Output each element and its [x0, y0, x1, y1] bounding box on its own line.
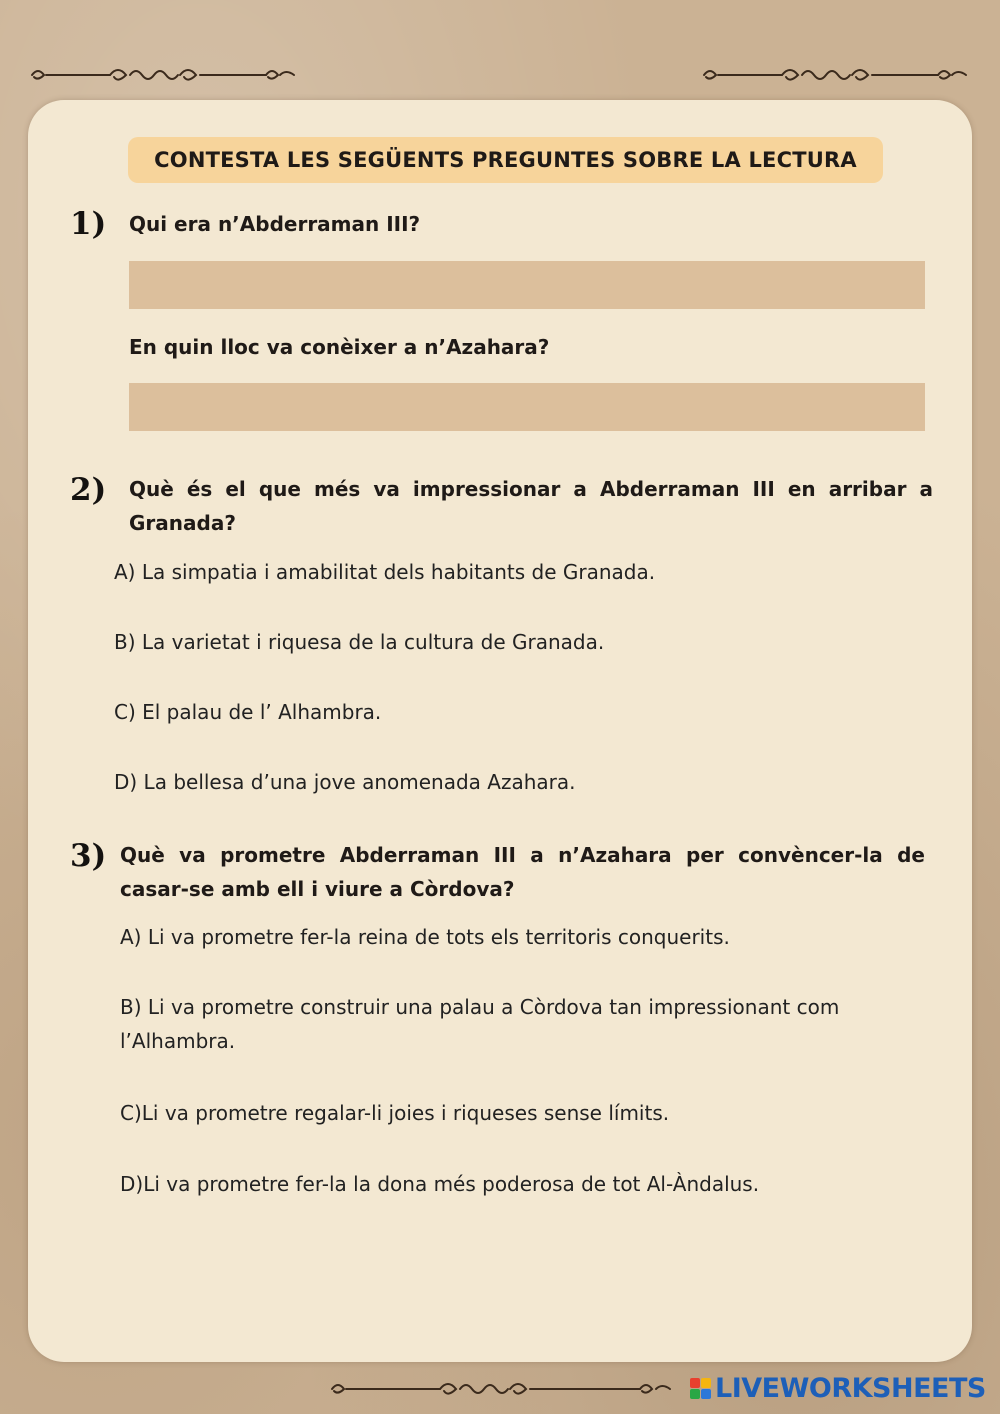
liveworksheets-logo[interactable]	[690, 1371, 986, 1405]
question-2-number: 2)	[70, 472, 107, 508]
worksheet-title: CONTESTA LES SEGÜENTS PREGUNTES SOBRE LA LECTURA	[128, 137, 883, 183]
question-1-subtext: En quin lloc va conèixer a n’Azahara?	[129, 335, 550, 359]
question-3-option-b[interactable]: B) Li va prometre construir una palau a Còrdova tan impressionant com l’Alhambra.	[120, 995, 840, 1053]
flourish-bottom-icon	[330, 1378, 690, 1400]
flourish-top-left-icon	[30, 64, 300, 86]
answer-field-1b[interactable]	[129, 383, 925, 431]
question-2-option-c[interactable]: C) El palau de l’ Alhambra.	[114, 700, 382, 724]
question-2-option-d[interactable]: D) La bellesa d’una jove anomenada Azahara.	[114, 770, 576, 794]
question-3-text: Què va prometre Abderraman III a n’Azahara per convèncer-la de casar-se amb ell i viure a Còrdova?	[120, 843, 925, 901]
question-2-option-b[interactable]: B) La varietat i riquesa de la cultura de Granada.	[114, 630, 605, 654]
question-2-text: Què és el que més va impressionar a Abderraman III en arribar a Granada?	[129, 477, 933, 535]
flourish-top-right-icon	[702, 64, 972, 86]
question-3-option-a[interactable]: A) Li va prometre fer-la reina de tots els territoris conquerits.	[120, 925, 730, 949]
question-3-option-c[interactable]: C)Li va prometre regalar-li joies i riqueses sense límits.	[120, 1101, 670, 1125]
answer-field-1a[interactable]	[129, 261, 925, 309]
question-3-option-d[interactable]: D)Li va prometre fer-la la dona més poderosa de tot Al-Àndalus.	[120, 1172, 760, 1196]
liveworksheets-brand-text: LIVEWORKSHEETS	[715, 1372, 986, 1404]
question-2-option-a[interactable]: A) La simpatia i amabilitat dels habitants de Granada.	[114, 560, 656, 584]
liveworksheets-logo-icon	[690, 1378, 711, 1399]
question-3-number: 3)	[70, 838, 107, 874]
question-1-text: Qui era n’Abderraman III?	[129, 212, 421, 236]
question-1-number: 1)	[70, 206, 107, 242]
